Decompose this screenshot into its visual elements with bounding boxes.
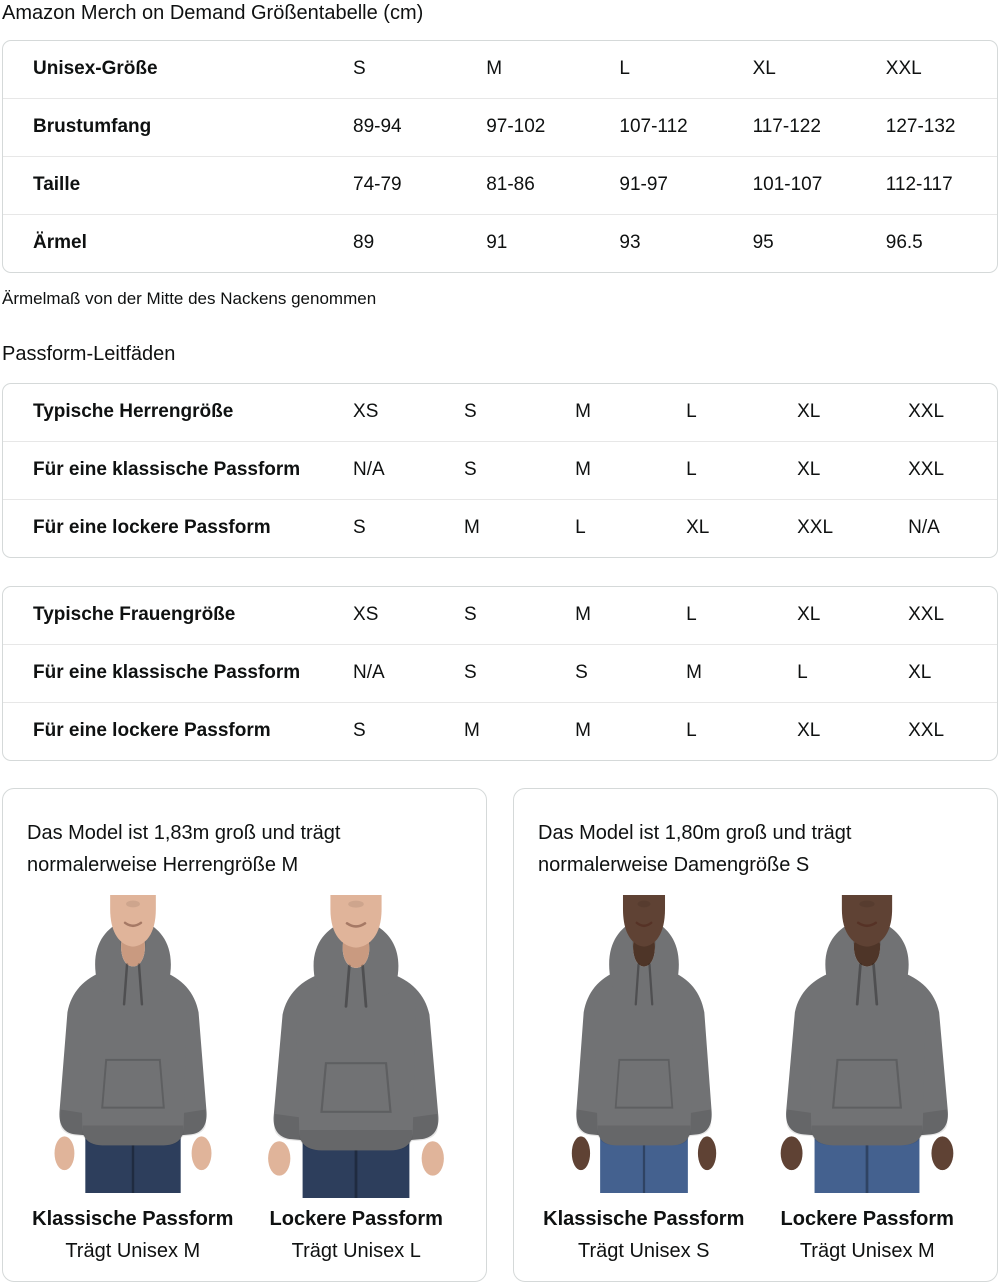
table-row: [3, 157, 997, 215]
size-header: XL: [752, 58, 776, 79]
size-header: S: [353, 58, 366, 79]
table-row: [3, 215, 997, 273]
size-header: XL: [797, 604, 821, 625]
mens-fit-table: [3, 384, 997, 557]
table-row: [3, 442, 997, 500]
table-header-row: [3, 587, 997, 645]
size-header: S: [464, 604, 477, 625]
size-value: L: [775, 645, 886, 703]
size-value: M: [442, 500, 553, 558]
size-value: 112-117: [864, 157, 997, 215]
size-value: N/A: [331, 442, 442, 500]
figure-captions: [21, 1208, 468, 1263]
size-value: 97-102: [464, 99, 597, 157]
size-value: S: [331, 500, 442, 558]
size-value: 96.5: [864, 215, 997, 273]
worn-size-label: Trägt Unisex M: [65, 1240, 201, 1262]
size-value: S: [442, 645, 553, 703]
worn-size-label: Trägt Unisex M: [799, 1240, 935, 1262]
hoodie-model-icon: [757, 895, 977, 1193]
womens-fit-panel: [2, 586, 998, 761]
table-header-row: [3, 384, 997, 442]
model-figures: [21, 895, 468, 1198]
table-row: [3, 645, 997, 703]
size-value: 81-86: [464, 157, 597, 215]
size-value: 91-97: [597, 157, 730, 215]
fit-label: Lockere Passform: [780, 1208, 954, 1230]
womens-fit-table: [3, 587, 997, 760]
size-value: S: [442, 442, 553, 500]
model-image-female-loose: [756, 895, 980, 1198]
size-header: L: [686, 604, 697, 625]
size-header: M: [486, 58, 503, 79]
size-header: M: [575, 604, 591, 625]
size-value: 91: [464, 215, 597, 273]
size-value: N/A: [331, 645, 442, 703]
figure-caption: [532, 1208, 756, 1263]
table-row: [3, 500, 997, 558]
size-value: XXL: [775, 500, 886, 558]
size-header: XXL: [908, 401, 945, 422]
fit-label: Klassische Passform: [543, 1208, 745, 1230]
row-label: Ärmel: [3, 215, 331, 273]
size-header: XS: [353, 401, 379, 422]
table-row: [3, 703, 997, 761]
worn-size-label: Trägt Unisex S: [577, 1240, 710, 1262]
model-description: Das Model ist 1,80m groß und trägt normalerweise Damengröße S: [538, 822, 852, 876]
unisex-size-table: [3, 41, 997, 272]
male-model-card: [2, 788, 487, 1282]
model-image-female-classic: [532, 895, 756, 1198]
size-value: L: [553, 500, 664, 558]
size-value: M: [442, 703, 553, 761]
size-value: 74-79: [331, 157, 464, 215]
model-image-male-loose: [245, 895, 469, 1198]
table-header-row: [3, 41, 997, 99]
row-label: Taille: [3, 157, 331, 215]
size-value: 127-132: [864, 99, 997, 157]
size-value: N/A: [886, 500, 997, 558]
fit-label: Klassische Passform: [32, 1208, 234, 1230]
size-value: M: [664, 645, 775, 703]
size-value: XL: [664, 500, 775, 558]
model-cards: [2, 788, 998, 1284]
size-value: XXL: [886, 442, 997, 500]
fit-guides-heading: Passform-Leitfäden: [2, 343, 176, 365]
model-figures: [532, 895, 979, 1198]
row-label: Typische Frauengröße: [33, 604, 236, 625]
row-label: Für eine klassische Passform: [3, 442, 331, 500]
size-value: 89: [331, 215, 464, 273]
sleeve-measure-note: Ärmelmaß von der Mitte des Nackens genommen: [2, 289, 377, 308]
size-value: M: [553, 703, 664, 761]
hoodie-model-icon: [33, 895, 233, 1193]
size-value: XL: [775, 442, 886, 500]
hoodie-model-icon: [245, 895, 469, 1198]
size-header: XXL: [908, 604, 945, 625]
figure-caption: [245, 1208, 469, 1263]
female-model-card: [513, 788, 998, 1282]
unisex-size-panel: [2, 40, 998, 273]
row-label: Brustumfang: [3, 99, 331, 157]
row-label: Für eine klassische Passform: [3, 645, 331, 703]
figure-caption: [21, 1208, 245, 1263]
mens-fit-panel: [2, 383, 998, 558]
size-value: XXL: [886, 703, 997, 761]
size-header: L: [619, 58, 630, 79]
size-header: S: [464, 401, 477, 422]
figure-captions: [532, 1208, 979, 1263]
size-header: XXL: [885, 58, 922, 79]
size-header: XL: [797, 401, 821, 422]
size-value: 107-112: [597, 99, 730, 157]
size-value: 95: [731, 215, 864, 273]
size-header: M: [575, 401, 591, 422]
size-value: L: [664, 703, 775, 761]
figure-caption: [756, 1208, 980, 1263]
row-label: Für eine lockere Passform: [3, 500, 331, 558]
table-row: [3, 99, 997, 157]
size-header: XS: [353, 604, 379, 625]
page-title: Amazon Merch on Demand Größentabelle (cm): [2, 2, 424, 24]
size-value: 117-122: [731, 99, 864, 157]
size-value: XL: [775, 703, 886, 761]
worn-size-label: Trägt Unisex L: [291, 1240, 421, 1262]
size-value: XL: [886, 645, 997, 703]
size-value: S: [553, 645, 664, 703]
hoodie-model-icon: [552, 895, 736, 1193]
row-label: Für eine lockere Passform: [3, 703, 331, 761]
size-value: S: [331, 703, 442, 761]
size-value: 89-94: [331, 99, 464, 157]
size-value: 101-107: [731, 157, 864, 215]
size-value: 93: [597, 215, 730, 273]
row-label: Typische Herrengröße: [33, 401, 234, 422]
fit-label: Lockere Passform: [269, 1208, 443, 1230]
size-value: L: [664, 442, 775, 500]
size-header: L: [686, 401, 697, 422]
row-label: Unisex-Größe: [33, 58, 158, 79]
model-description: Das Model ist 1,83m groß und trägt normalerweise Herrengröße M: [27, 822, 341, 876]
size-value: M: [553, 442, 664, 500]
model-image-male-classic: [21, 895, 245, 1198]
